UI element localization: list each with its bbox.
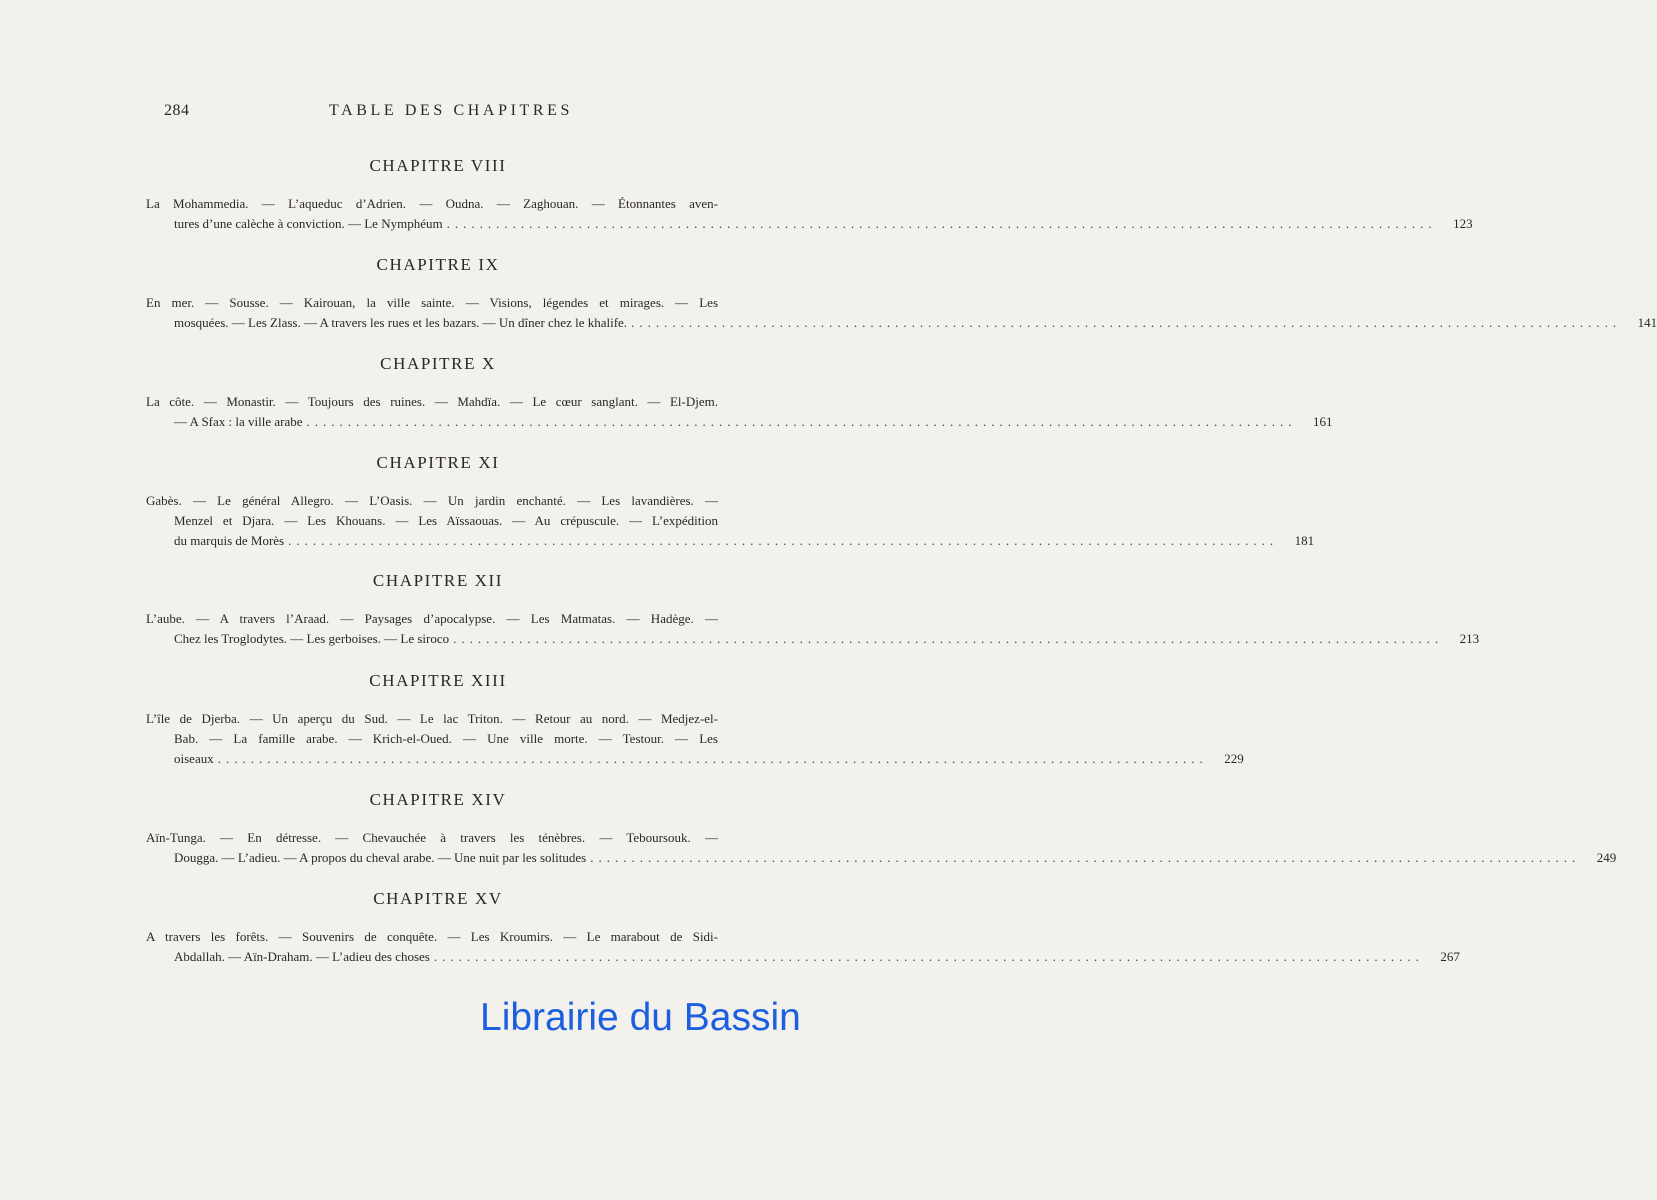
summary-text: Chez les Troglodytes. — Les gerboises. — Le siroco bbox=[174, 631, 450, 646]
summary-line: En mer. — Sousse. — Kairouan, la ville sainte. — Visions, légendes et mirages. — Les bbox=[146, 295, 718, 310]
summary-line-last bbox=[146, 313, 1657, 333]
summary-line: Aïn-Tunga. — En détresse. — Chevauchée à travers les ténèbres. — Teboursouk. — bbox=[146, 830, 718, 845]
chapter-summary bbox=[146, 491, 1315, 551]
summary-line: La Mohammedia. — L’aqueduc d’Adrien. — Oudna. — Zaghouan. — Étonnantes aven- bbox=[146, 196, 718, 211]
chapter-heading: CHAPITRE IX bbox=[376, 255, 500, 274]
summary-line: A travers les forêts. — Souvenirs de conquête. — Les Kroumirs. — Le marabout de Sidi- bbox=[146, 929, 718, 944]
summary-text: — A Sfax : la ville arabe bbox=[174, 414, 303, 429]
summary-line: L’aube. — A travers l’Araad. — Paysages d’apocalypse. — Les Matmatas. — Hadège. — bbox=[146, 611, 718, 626]
chapter-page-number: 267 bbox=[1440, 949, 1460, 964]
chapter-entry bbox=[146, 253, 1657, 333]
chapter-heading: CHAPITRE X bbox=[380, 354, 496, 373]
chapter-heading: CHAPITRE XIV bbox=[369, 790, 507, 809]
watermark: Librairie du Bassin bbox=[480, 996, 801, 1039]
summary-text: tures d’une calèche à conviction. — Le Nymphéum bbox=[174, 216, 443, 231]
chapter-summary bbox=[146, 194, 1473, 234]
chapter-heading: CHAPITRE XII bbox=[372, 571, 504, 590]
chapter-entry bbox=[146, 352, 1333, 432]
chapter-page-number: 123 bbox=[1453, 216, 1473, 231]
summary-line: L’île de Djerba. — Un aperçu du Sud. — Le lac Triton. — Retour au nord. — Medjez-el- bbox=[146, 711, 718, 726]
summary-line-last bbox=[146, 848, 1617, 868]
chapter-summary bbox=[146, 709, 1244, 769]
summary-line: Menzel et Djara. — Les Khouans. — Les Aïssaouas. — Au crépuscule. — L’expédition bbox=[174, 513, 718, 528]
chapter-summary bbox=[146, 392, 1333, 432]
summary-line-last bbox=[146, 214, 1473, 234]
chapter-heading: CHAPITRE XI bbox=[376, 453, 500, 472]
chapter-summary bbox=[146, 927, 1460, 967]
chapter-page-number: 181 bbox=[1294, 533, 1315, 548]
summary-line: Gabès. — Le général Allegro. — L’Oasis. — Un jardin enchanté. — Les lavandières. — bbox=[146, 493, 718, 508]
chapter-page-number: 141 bbox=[1637, 315, 1657, 330]
dot-leader: ........................................................................................................................ bbox=[288, 533, 1279, 548]
chapter-summary bbox=[146, 609, 1480, 649]
chapter-page-number: 229 bbox=[1224, 751, 1244, 766]
chapter-heading: CHAPITRE VIII bbox=[369, 156, 507, 175]
summary-line: Bab. — La famille arabe. — Krich-el-Oued. — Une ville morte. — Testour. — Les bbox=[174, 731, 718, 746]
summary-text: mosquées. — Les Zlass. — A travers les rues et les bazars. — Un dîner chez le khalife. bbox=[174, 315, 628, 330]
summary-text: oiseaux bbox=[174, 751, 214, 766]
summary-line: La côte. — Monastir. — Toujours des ruines. — Mahdïa. — Le cœur sanglant. — El-Djem. bbox=[146, 394, 718, 409]
chapter-entry bbox=[146, 788, 1617, 868]
dot-leader: ........................................................................................................................ bbox=[590, 850, 1581, 865]
summary-line-last bbox=[146, 412, 1333, 432]
chapter-entry bbox=[146, 451, 1315, 551]
chapter-entry bbox=[146, 154, 1473, 234]
chapter-heading: CHAPITRE XIII bbox=[369, 671, 507, 690]
dot-leader: ........................................................................................................................ bbox=[217, 751, 1208, 766]
chapter-page-number: 213 bbox=[1459, 631, 1480, 646]
chapter-heading: CHAPITRE XV bbox=[373, 889, 503, 908]
dot-leader: ........................................................................................................................ bbox=[453, 631, 1444, 646]
chapter-entry bbox=[146, 887, 1460, 967]
summary-line-last bbox=[146, 749, 1244, 769]
chapter-summary bbox=[146, 828, 1617, 868]
chapter-page-number: 249 bbox=[1596, 850, 1617, 865]
chapter-page-number: 161 bbox=[1313, 414, 1333, 429]
summary-line-last bbox=[146, 947, 1460, 967]
summary-text: Dougga. — L’adieu. — A propos du cheval arabe. — Une nuit par les solitudes bbox=[174, 850, 587, 865]
page-number: 284 bbox=[164, 102, 190, 119]
chapter-entry bbox=[146, 569, 1480, 649]
dot-leader: ........................................................................................................................ bbox=[433, 949, 1424, 964]
page-header bbox=[0, 102, 921, 126]
summary-text: du marquis de Morès bbox=[174, 533, 285, 548]
chapter-entry bbox=[146, 669, 1244, 769]
dot-leader: ........................................................................................................................ bbox=[631, 315, 1622, 330]
summary-line-last bbox=[146, 531, 1315, 551]
dot-leader: ........................................................................................................................ bbox=[306, 414, 1297, 429]
dot-leader: ........................................................................................................................ bbox=[446, 216, 1437, 231]
summary-text: Abdallah. — Aïn-Draham. — L’adieu des choses bbox=[174, 949, 430, 964]
summary-line-last bbox=[146, 629, 1480, 649]
chapter-summary bbox=[146, 293, 1657, 333]
running-title: TABLE DES CHAPITRES bbox=[329, 102, 574, 119]
